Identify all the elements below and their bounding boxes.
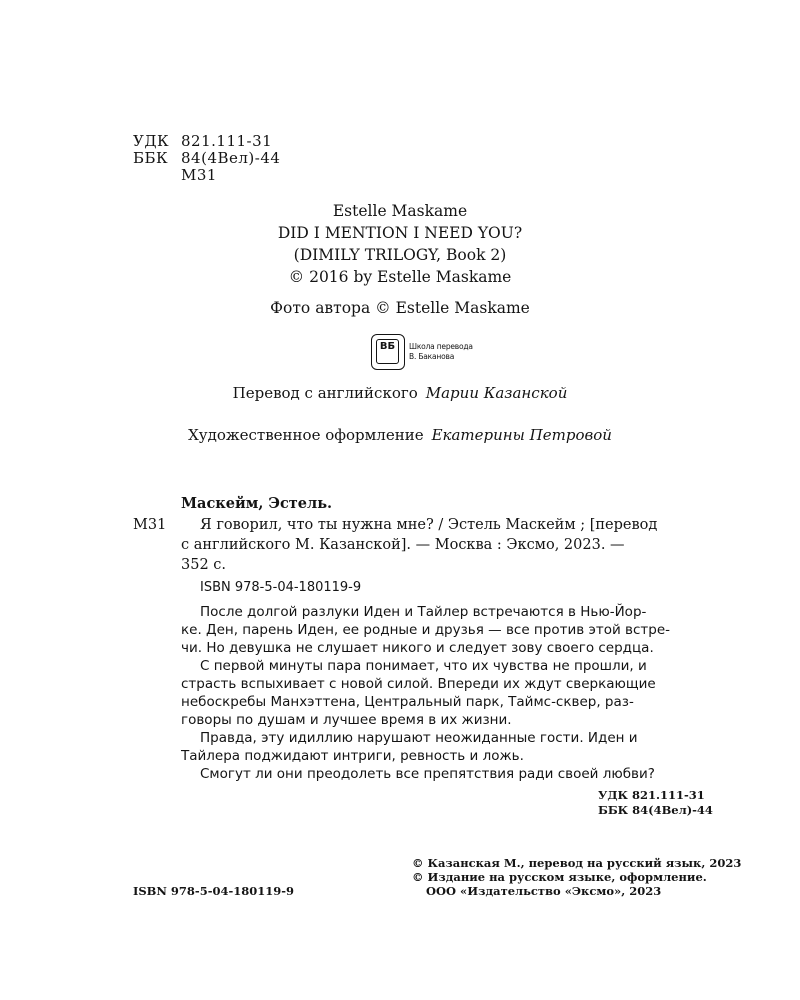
- annotation-p3-line-2: Тайлера поджидают интриги, ревность и ложь.: [181, 748, 524, 764]
- annotation-p4-line-1: Смогут ли они преодолеть все препятствия ради своей любви?: [200, 766, 655, 782]
- annotation-p1-line-2: ке. Ден, парень Иден, ее родные и друзья — все против этой встре-: [181, 622, 671, 638]
- biblio-line-1: Я говорил, что ты нужна мне? / Эстель Маскейм ; [перевод: [200, 517, 658, 533]
- original-author: Estelle Maskame: [332, 202, 468, 220]
- photo-credit: Фото автора © Estelle Maskame: [270, 299, 530, 317]
- designer-name: Екатерины Петровой: [431, 426, 612, 444]
- translation-school-logo: [371, 334, 499, 372]
- bottom-bbk: ББК 84(4Вел)-44: [598, 803, 713, 817]
- copyright-edition: © Издание на русском языке, оформление.: [412, 870, 707, 884]
- original-series: (DIMILY TRILOGY, Book 2): [293, 246, 507, 264]
- annotation-p2-line-3: небоскребы Манхэттена, Центральный парк, Таймс-сквер, раз-: [181, 694, 634, 710]
- logo-frame: [371, 334, 405, 370]
- annotation-p2-line-2: страсть вспыхивает с новой силой. Впереди их ждут сверкающие: [181, 676, 656, 692]
- translation-label: Перевод с английского: [232, 384, 418, 402]
- logo-mark: ВБ: [376, 339, 399, 364]
- author-sign: М31: [181, 166, 217, 184]
- original-copyright: © 2016 by Estelle Maskame: [288, 268, 512, 286]
- classification-block: [133, 133, 280, 184]
- annotation: [181, 603, 716, 783]
- copyright-publisher: ООО «Издательство «Эксмо», 2023: [426, 884, 662, 898]
- design-credit: [0, 426, 800, 444]
- biblio-heading: Маскейм, Эстель.: [181, 495, 333, 512]
- biblio-line-2: с английского М. Казанской]. — Москва : Эксмо, 2023. —: [181, 537, 625, 553]
- logo-text: [409, 342, 473, 362]
- udk-label: УДК: [133, 132, 170, 150]
- biblio-isbn: ISBN 978-5-04-180119-9: [200, 580, 362, 595]
- annotation-p2-line-1: С первой минуты пара понимает, что их чувства не прошли, и: [200, 658, 647, 674]
- translator-name: Марии Казанской: [425, 384, 568, 402]
- footer-isbn: ISBN 978-5-04-180119-9: [133, 884, 295, 898]
- copyright-translation: © Казанская М., перевод на русский язык, 2023: [412, 856, 742, 870]
- logo-line-2: В. Баканова: [409, 352, 455, 361]
- design-label: Художественное оформление: [188, 426, 424, 444]
- biblio-sign: М31: [133, 517, 167, 533]
- bottom-udk: УДК 821.111-31: [598, 788, 705, 802]
- translation-credit: [0, 384, 800, 402]
- logo-line-1: Школа перевода: [409, 342, 473, 351]
- annotation-p2-line-4: говоры по душам и лучшее время в их жизни.: [181, 712, 512, 728]
- annotation-p1-line-3: чи. Но девушка не слушает никого и следует зову своего сердца.: [181, 640, 654, 656]
- annotation-p3-line-1: Правда, эту идиллию нарушают неожиданные гости. Иден и: [200, 730, 638, 746]
- udk-value: 821.111-31: [181, 132, 273, 150]
- biblio-line-3: 352 с.: [181, 557, 227, 573]
- original-title: DID I MENTION I NEED YOU?: [277, 224, 523, 242]
- annotation-p1-line-1: После долгой разлуки Иден и Тайлер встречаются в Нью-Йор-: [200, 604, 647, 620]
- bbk-label: ББК: [133, 149, 169, 167]
- bbk-value: 84(4Вел)-44: [181, 149, 281, 167]
